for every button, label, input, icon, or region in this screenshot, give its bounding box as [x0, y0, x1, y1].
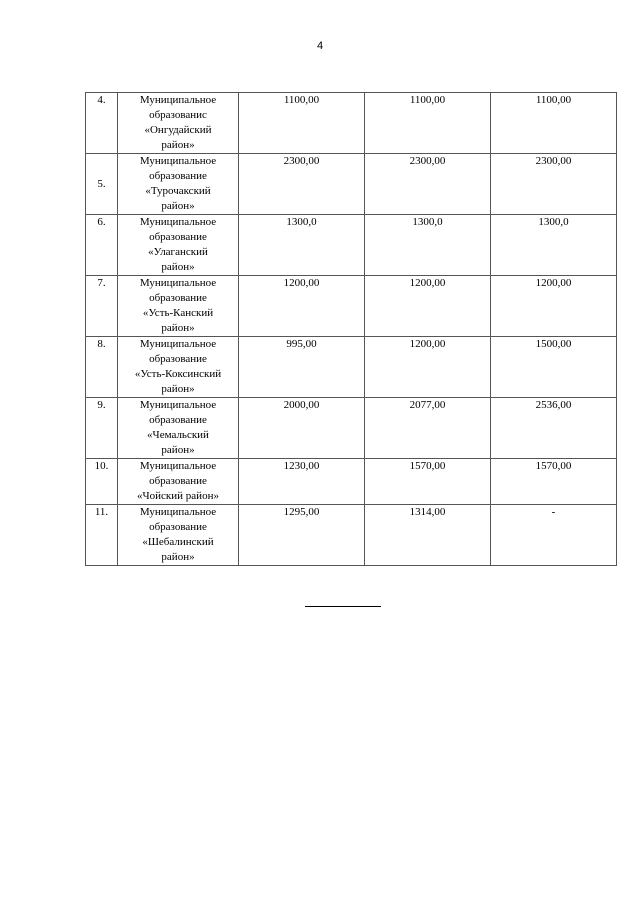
value-cell-3: 2300,00 [491, 154, 617, 215]
value-cell-3: 1300,0 [491, 215, 617, 276]
value-cell-2: 1200,00 [365, 337, 491, 398]
page-number: 4 [316, 40, 324, 52]
name-line: «Шебалинский [142, 536, 214, 548]
table-row [86, 459, 617, 505]
value-cell-1: 2000,00 [239, 398, 365, 459]
table-row [86, 505, 617, 566]
name-line: район» [161, 383, 195, 395]
name-line: район» [161, 261, 195, 273]
name-line: образование [149, 414, 207, 426]
municipality-name [118, 337, 239, 398]
name-line: район» [161, 139, 195, 151]
row-number: 5. [86, 154, 118, 215]
name-line: «Турочакский [145, 185, 211, 197]
name-line: район» [161, 551, 195, 563]
name-line: образованис [149, 109, 207, 121]
value-cell-2: 2300,00 [365, 154, 491, 215]
value-cell-1: 1200,00 [239, 276, 365, 337]
name-line: Муниципальное [139, 399, 217, 411]
name-line: район» [161, 322, 195, 334]
municipality-name [118, 154, 239, 215]
name-line: образование [149, 353, 207, 365]
name-line: Муниципальное [139, 338, 217, 350]
name-line: «Онгудайский [144, 124, 212, 136]
name-line: Муниципальное [139, 460, 217, 472]
value-cell-1: 1100,00 [239, 93, 365, 154]
value-cell-2: 1314,00 [365, 505, 491, 566]
name-line: район» [161, 444, 195, 456]
value-cell-2: 1300,0 [365, 215, 491, 276]
value-cell-1: 1300,0 [239, 215, 365, 276]
name-line: «Чойский район» [137, 490, 219, 502]
name-line: образование [149, 475, 207, 487]
row-number: 11. [86, 505, 118, 566]
name-line: образование [149, 521, 207, 533]
name-line: «Улаганский [148, 246, 208, 258]
name-line: «Усть-Коксинский [134, 368, 222, 380]
closing-divider [305, 606, 381, 607]
table-row [86, 215, 617, 276]
name-line: Муниципальное [139, 216, 217, 228]
value-cell-3: - [491, 505, 617, 566]
table-row [86, 276, 617, 337]
row-number: 10. [86, 459, 118, 505]
municipality-name [118, 505, 239, 566]
value-cell-2: 1100,00 [365, 93, 491, 154]
name-line: Муниципальное [139, 277, 217, 289]
value-cell-3: 1100,00 [491, 93, 617, 154]
row-number: 8. [86, 337, 118, 398]
row-number: 4. [86, 93, 118, 154]
name-line: образование [149, 231, 207, 243]
table-row [86, 337, 617, 398]
row-number: 6. [86, 215, 118, 276]
municipality-name [118, 276, 239, 337]
value-cell-2: 1200,00 [365, 276, 491, 337]
name-line: Муниципальное [139, 94, 217, 106]
name-line: Муниципальное [139, 506, 217, 518]
table-row [86, 154, 617, 215]
name-line: образование [149, 170, 207, 182]
municipality-name [118, 459, 239, 505]
value-cell-3: 1570,00 [491, 459, 617, 505]
value-cell-3: 1200,00 [491, 276, 617, 337]
value-cell-1: 2300,00 [239, 154, 365, 215]
value-cell-2: 1570,00 [365, 459, 491, 505]
row-number: 7. [86, 276, 118, 337]
table-row [86, 93, 617, 154]
table-row [86, 398, 617, 459]
row-number: 9. [86, 398, 118, 459]
name-line: образование [149, 292, 207, 304]
name-line: Муниципальное [139, 155, 217, 167]
value-cell-1: 995,00 [239, 337, 365, 398]
municipality-name [118, 398, 239, 459]
name-line: район» [161, 200, 195, 212]
value-cell-1: 1295,00 [239, 505, 365, 566]
data-table [85, 92, 617, 566]
value-cell-3: 1500,00 [491, 337, 617, 398]
name-line: «Чемальский [147, 429, 209, 441]
value-cell-1: 1230,00 [239, 459, 365, 505]
name-line: «Усть-Канский [142, 307, 214, 319]
municipality-name [118, 93, 239, 154]
municipality-name [118, 215, 239, 276]
value-cell-2: 2077,00 [365, 398, 491, 459]
value-cell-3: 2536,00 [491, 398, 617, 459]
